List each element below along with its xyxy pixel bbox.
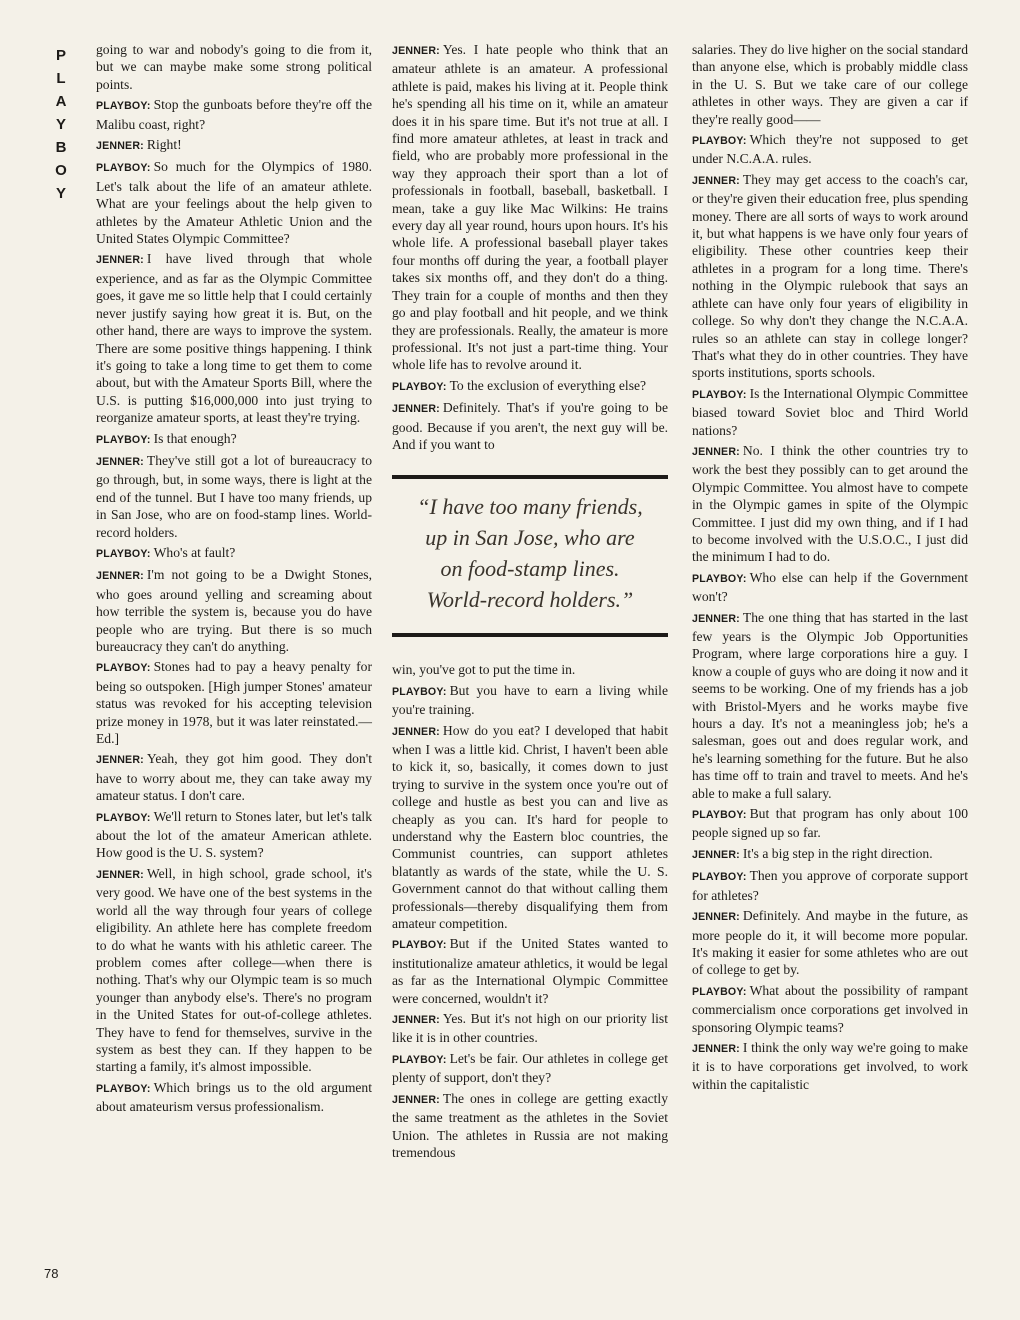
speaker-label: PLAYBOY: (392, 380, 447, 393)
speaker-label: JENNER: (96, 868, 144, 881)
speaker-label: JENNER: (392, 725, 440, 738)
masthead-letter: B (55, 139, 67, 156)
paragraph (392, 399, 668, 453)
column-2 (392, 41, 668, 1164)
column-3 (692, 41, 968, 1096)
pull-quote-line: up in San Jose, who are (425, 525, 635, 551)
paragraph-text: Definitely. And maybe in the future, as more people do it, it will become more popular. It's making it easier for some athletes who are out of college to get by. (692, 908, 968, 978)
paragraph-text: Is the International Olympic Committee biased toward Soviet bloc and Third World nations? (692, 385, 968, 438)
paragraph (692, 171, 968, 382)
paragraph (392, 41, 668, 374)
speaker-label: PLAYBOY: (692, 572, 747, 585)
paragraph (96, 452, 372, 541)
paragraph-text: I think the only way we're going to make it is to have corporations get involved, to work within the capitalistic (692, 1039, 968, 1092)
speaker-label: PLAYBOY: (392, 685, 447, 698)
paragraph (692, 131, 968, 168)
masthead-letter: L (56, 70, 66, 87)
speaker-label: JENNER: (692, 445, 740, 458)
pull-quote-line: World-record holders.” (426, 587, 634, 613)
paragraph-text: Definitely. That's if you're going to be good. Because if you aren't, the next guy will be. And if you want to (392, 400, 668, 452)
speaker-label: PLAYBOY: (392, 939, 447, 952)
paragraph (96, 808, 372, 862)
speaker-label: PLAYBOY: (692, 985, 747, 998)
speaker-label: JENNER: (692, 612, 740, 625)
paragraph-text: How do you eat? I developed that habit when I was a little kid. Christ, I haven't been able to kick it, so, basically, it comes down to just trying to survive in the system once you're out of college and hustle as best you can and live as cheaply as you can. It's hard for people to understand why the Eastern bloc countries, the Communist countries, can support athletes blatantly as wards of the state, while the U. S. Government cannot do that without calling them professionals—thereby disqualifying them from amateur competition. (392, 722, 668, 932)
speaker-label: JENNER: (392, 403, 440, 416)
speaker-label: JENNER: (392, 45, 440, 57)
speaker-label: PLAYBOY: (692, 871, 747, 884)
paragraph-text: The ones in college are getting exactly the same treatment as the athletes in the Soviet Union. The athletes in Russia are not making tremendous (392, 1090, 668, 1160)
speaker-label: PLAYBOY: (392, 1053, 447, 1066)
paragraph (692, 1039, 968, 1093)
paragraph (692, 907, 968, 979)
paragraph (392, 377, 668, 396)
paragraph (692, 805, 968, 842)
paragraph-text: What about the possibility of rampant commercialism once corporations get involved in sponsoring Olympic teams? (692, 982, 968, 1035)
speaker-label: PLAYBOY: (96, 162, 151, 175)
pull-quote-line: “I have too many friends, (417, 494, 643, 520)
paragraph (392, 661, 668, 678)
paragraph-text: Right! (146, 137, 182, 153)
paragraph (96, 136, 372, 155)
paragraph-text: Is that enough? (153, 430, 237, 446)
page-number: 78 (44, 1266, 59, 1281)
speaker-label: JENNER: (692, 174, 740, 187)
masthead-letter: Y (55, 116, 66, 133)
paragraph-text: Yes. I hate people who think that an amateur athlete is an amateur. A professional athlete is paid, makes his living at it. People think he's spending all his time on it, while an amateur does it in his spare time. But it's not true at all. I find more amateur athletes, at least in track and field, who are probably more professional in the way they approach their sport than a lot of professionals in football, baseball, basketball. I mean, take a guy like Mac Wilkins: He trains every day all year round, hours upon hours. It's his whole life. A professional baseball player takes four months off during the year, a football player takes six months off, and they don't do a thing. They train for a couple of months and then they go and play football and hit people, and we think they are professionals. Really, the amateur is more professional. It's not just a part-time thing. Your whole life has to revolve around it. (392, 42, 668, 373)
paragraph (96, 250, 372, 426)
paragraph (96, 41, 372, 93)
paragraph (96, 1079, 372, 1116)
paragraph (692, 385, 968, 439)
masthead-letter: A (55, 93, 67, 110)
paragraph (96, 158, 372, 247)
paragraph (692, 609, 968, 802)
paragraph-text: Who's at fault? (153, 544, 236, 560)
paragraph (392, 1090, 668, 1162)
paragraph (96, 544, 372, 563)
column-2-bottom (392, 661, 668, 1161)
speaker-label: PLAYBOY: (96, 100, 151, 113)
pull-quote (392, 475, 668, 637)
paragraph (692, 845, 968, 864)
masthead-letter: Y (55, 185, 66, 202)
paragraph (392, 935, 668, 1007)
masthead-letter: P (55, 47, 66, 64)
paragraph-text: They may get access to the coach's car, or they're given their education free, plus spending money. There are all sorts of ways to work around it, but what happens is we have only four years of eligibility. These other countries keep their athletes in a program for a long time. There's nothing in the Olympic rulebook that says an athlete can have only four years of eligibility in college. So why don't they change the N.C.A.A. rules so an athlete can stay in college longer? That's what they do in other countries. They have sports institutions, sports schools. (692, 171, 968, 381)
pull-quote-line: on food-stamp lines. (440, 556, 620, 582)
paragraph (392, 722, 668, 933)
paragraph (96, 750, 372, 804)
paragraph-text: Stones had to pay a heavy penalty for being so outspoken. [High jumper Stones' amateur status was revoked for his accepting television prize money in 1978, but it was later reinstated.—Ed.] (96, 659, 372, 747)
speaker-label: JENNER: (392, 1014, 440, 1027)
paragraph-text: No. I think the other countries try to work the best they possibly can to get around the Olympic Committee. You almost have to compete in the Olympic games in spite of the Olympic Committee. I just did my own thing, and if I had to become involved with the U.S.O.C., I just did the minimum I had to do. (692, 442, 968, 565)
paragraph (692, 569, 968, 606)
paragraph (96, 658, 372, 747)
paragraph-text: I'm not going to be a Dwight Stones, who goes around yelling and screaming about how terrible the system is, because you do have people who are trying. But there is so much bureaucracy they can't do anything. (96, 567, 372, 654)
paragraph (692, 442, 968, 566)
speaker-label: JENNER: (96, 570, 144, 583)
speaker-label: PLAYBOY: (692, 809, 747, 822)
column-1 (96, 41, 372, 1119)
paragraph (392, 1010, 668, 1047)
speaker-label: PLAYBOY: (692, 135, 747, 148)
paragraph-text: Then you approve of corporate support for athletes? (692, 868, 968, 903)
speaker-label: JENNER: (96, 754, 144, 767)
paragraph-text: Which brings us to the old argument about amateurism versus professionalism. (96, 1079, 372, 1115)
paragraph (96, 430, 372, 449)
paragraph (96, 566, 372, 655)
speaker-label: PLAYBOY: (96, 1082, 151, 1095)
paragraph-text: They've still got a lot of bureaucracy to go through, but, in some ways, there is light at the end of the tunnel. But I have too many friends, up in San Jose, who are on food-stamp lines. World-record holders. (96, 452, 372, 540)
paragraph (392, 1050, 668, 1087)
speaker-label: PLAYBOY: (96, 547, 151, 560)
paragraph (96, 96, 372, 133)
paragraph-text: Well, in high school, grade school, it's very good. We have one of the best systems in the world all the way through four years of college eligibility. An athlete here has complete freedom to do what he wants with his athletic career. The problem comes after college—when there is nothing. That's why our Olympic team is so much younger than anybody else's. There's no program in the United States for out-of-college athletes. They have to fend for themselves, survive in the system as best they can. If they happen to be starting a family, it's almost impossible. (96, 865, 372, 1075)
paragraph (692, 982, 968, 1036)
paragraph-text: win, you've got to put the time in. (392, 662, 576, 678)
speaker-label: JENNER: (96, 455, 144, 468)
paragraph-text: But that program has only about 100 people signed up so far. (692, 806, 968, 841)
paragraph-text: To the exclusion of everything else? (449, 377, 647, 393)
speaker-label: JENNER: (692, 848, 740, 861)
speaker-label: PLAYBOY: (96, 433, 151, 446)
paragraph-text: It's a big step in the right direction. (742, 845, 933, 861)
paragraph (692, 41, 968, 128)
paragraph-text: Stop the gunboats before they're off the Malibu coast, right? (96, 97, 372, 132)
masthead (50, 44, 72, 205)
speaker-label: JENNER: (692, 1042, 740, 1055)
paragraph-text: So much for the Olympics of 1980. Let's talk about the life of an amateur athlete. What are your feelings about the help given to athletes by the Amateur Athletic Union and the United States Olympic Committee? (96, 159, 372, 247)
speaker-label: PLAYBOY: (692, 388, 747, 401)
paragraph-text: I have lived through that whole experience, and as far as the Olympic Committee goes, it gave me so little help that I could certainly never justify saying how great it is. But, on the other hand, there are ways to improve the system. There are some positive things happening. I think it's going to take a long time to get them to come about, but with the Amateur Sports Bill, where the U.S. is putting $16,000,000 into just trying to reorganize amateur sports, at least they're trying. (96, 251, 372, 426)
speaker-label: JENNER: (692, 911, 740, 924)
paragraph (692, 867, 968, 904)
masthead-letter: O (55, 162, 67, 179)
speaker-label: JENNER: (96, 254, 144, 267)
paragraph-text: The one thing that has started in the last few years is the Olympic Job Opportunities Program, where large corporations hire a guy. I know a couple of guys who are doing it now and it seems to be working. One of my friends has a job with Bristol-Myers and he works maybe five hours a day. It's not a meaningless job; he's a salesman, goes out and does regular work, and he's learning something for the future. But he also has time off to train and travel to meets. And he's able to make a full salary. (692, 609, 968, 801)
paragraph-text: But if the United States wanted to institutionalize amateur athletics, it would be legal as far as the International Olympic Committee were concerned, wouldn't it? (392, 936, 668, 1006)
paragraph-text: salaries. They do live higher on the social standard than anyone else, which is probably middle class in the U. S. But we take care of our college athletes in other ways. They are given a car if they're really good—— (692, 42, 968, 127)
paragraph-text: going to war and nobody's going to die from it, but we can maybe make some strong political points. (96, 42, 372, 92)
speaker-label: PLAYBOY: (96, 662, 151, 675)
paragraph-text: Let's be fair. Our athletes in college get plenty of support, don't they? (392, 1050, 668, 1086)
column-2-top (392, 41, 668, 453)
paragraph (96, 865, 372, 1076)
speaker-label: JENNER: (392, 1093, 440, 1106)
speaker-label: JENNER: (96, 140, 144, 153)
paragraph-text: Which they're not supposed to get under N.C.A.A. rules. (692, 132, 968, 167)
paragraph-text: Yes. But it's not high on our priority list like it is in other countries. (392, 1011, 668, 1046)
paragraph-text: Yeah, they got him good. They don't have to worry about me, they can take away my amateur status. I don't care. (96, 751, 372, 804)
paragraph-text: We'll return to Stones later, but let's talk about the lot of the amateur American athlete. How good is the U. S. system? (96, 808, 372, 861)
paragraph-text: But you have to earn a living while you're training. (392, 682, 668, 718)
paragraph-text: Who else can help if the Government won't? (692, 569, 968, 605)
paragraph (392, 682, 668, 719)
speaker-label: PLAYBOY: (96, 811, 151, 824)
